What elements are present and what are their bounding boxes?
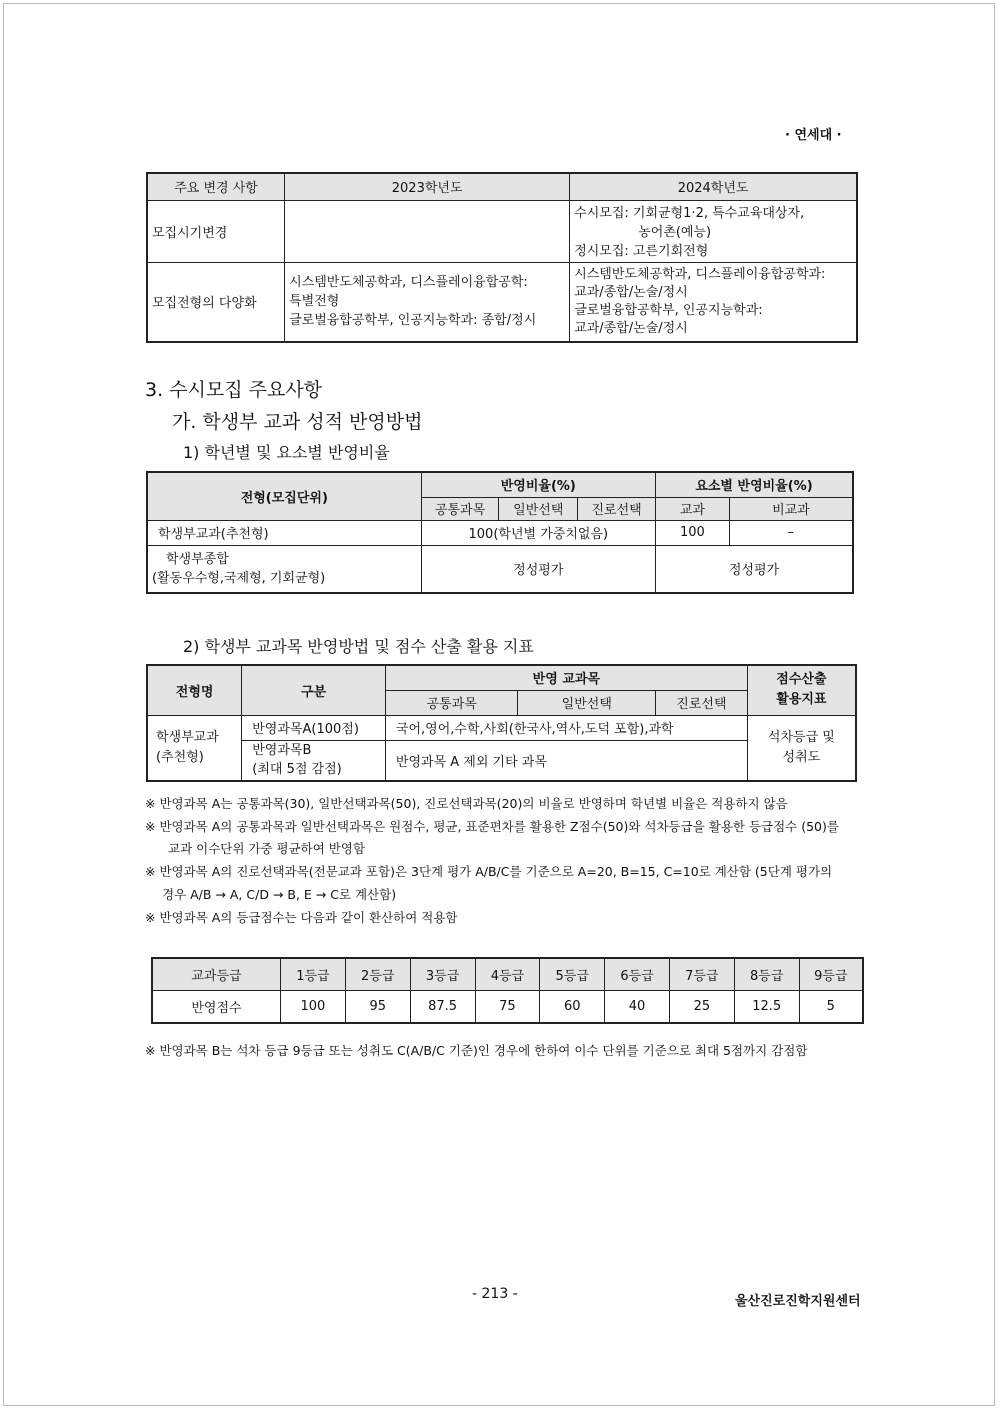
cell-line: 점수산출 xyxy=(776,672,827,688)
grade-table xyxy=(151,957,864,1024)
subject-row-a-subjects: 국어,영어,수학,사회(한국사,역사,도덕 포함),과학 xyxy=(385,715,747,740)
changes-cell-2023 xyxy=(285,200,570,262)
grade-score-cell: 75 xyxy=(475,990,540,1023)
sub-1-title: 1) 학년별 및 요소별 반영비율 xyxy=(183,443,390,462)
ratio-row-ratio: 정성평가 xyxy=(421,545,655,593)
grade-header-cell: 2등급 xyxy=(345,958,410,990)
ratio-header-ratio: 반영비율(%) xyxy=(421,472,655,497)
cell-line: 학생부교과 xyxy=(156,729,219,745)
page-number: - 213 - xyxy=(472,1286,518,1302)
subject-header-reflect: 반영 교과목 xyxy=(385,665,747,690)
subject-header-common: 공통과목 xyxy=(385,690,518,715)
ratio-header-type: 전형(모집단위) xyxy=(147,472,421,520)
ratio-header-general: 일반선택 xyxy=(499,497,578,520)
ratio-row-nonsubject: – xyxy=(729,520,853,545)
cell-line: 학생부종합 xyxy=(166,551,229,567)
note-line: ※ 반영과목 A는 공통과목(30), 일반선택과목(50), 진로선택과목(20)의 비율로 반영하며 학년별 비율은 적용하지 않음 xyxy=(145,796,788,811)
ratio-table xyxy=(146,471,854,594)
cell-line: 글로벌융합공학부, 인공지능학과: xyxy=(574,302,763,318)
grade-score-cell: 95 xyxy=(345,990,410,1023)
ratio-row-type: 학생부교과(추천형) xyxy=(147,520,421,545)
ratio-header-nonsubject: 비교과 xyxy=(729,497,853,520)
cell-line: 글로벌융합공학부, 인공지능학과: 종합/정시 xyxy=(289,313,537,329)
ratio-header-element: 요소별 반영비율(%) xyxy=(655,472,853,497)
grade-score-cell: 87.5 xyxy=(410,990,475,1023)
note-line: 경우 A/B → A, C/D → B, E → C로 계산함) xyxy=(162,887,397,902)
grade-header-cell: 7등급 xyxy=(669,958,734,990)
changes-row-label: 모집전형의 다양화 xyxy=(147,262,285,342)
cell-line: 석차등급 및 xyxy=(767,729,835,745)
cell-line: (추천형) xyxy=(156,749,204,765)
ratio-header-common: 공통과목 xyxy=(421,497,499,520)
subject-table xyxy=(146,664,857,782)
cell-line: (활동우수형,국제형, 기회균형) xyxy=(152,570,326,586)
header-school: · 연세대 · xyxy=(785,128,842,143)
cell-line: 농어촌(예능) xyxy=(638,224,712,240)
changes-row-label: 모집시기변경 xyxy=(147,200,285,262)
subject-row-b-label xyxy=(242,740,386,781)
subject-row-index xyxy=(747,715,856,781)
sub-2-title: 2) 학생부 교과목 반영방법 및 점수 산출 활용 지표 xyxy=(183,637,534,656)
grade-row-label: 반영점수 xyxy=(152,990,281,1023)
grade-score-cell: 12.5 xyxy=(734,990,799,1023)
changes-cell-2023 xyxy=(285,262,570,342)
subject-header-general: 일반선택 xyxy=(518,690,656,715)
note-line: ※ 반영과목 A의 진로선택과목(전문교과 포함)은 3단계 평가 A/B/C를 기준으로 A=20, B=15, C=10로 계산함 (5단계 평가의 xyxy=(145,864,833,879)
cell-line: 성취도 xyxy=(782,749,821,765)
ratio-row-element: 정성평가 xyxy=(655,545,853,593)
cell-line: 정시모집: 고른기회전형 xyxy=(574,243,709,259)
subject-header-division: 구분 xyxy=(242,665,386,715)
grade-header-cell: 8등급 xyxy=(734,958,799,990)
cell-line: 시스템반도체공학과, 디스플레이융합공학: xyxy=(289,275,528,291)
subject-header-career: 진로선택 xyxy=(656,690,748,715)
ratio-row-ratio: 100(학년별 가중치없음) xyxy=(421,520,655,545)
section-3-title: 3. 수시모집 주요사항 xyxy=(145,379,323,401)
footer-center-name: 울산진로진학지원센터 xyxy=(735,1294,861,1309)
changes-table xyxy=(146,172,858,343)
note-line: ※ 반영과목 A의 등급점수는 다음과 같이 환산하여 적용함 xyxy=(145,910,458,925)
grade-header-cell: 5등급 xyxy=(540,958,605,990)
subject-header-name: 전형명 xyxy=(147,665,242,715)
cell-line: 특별전형 xyxy=(289,294,340,310)
changes-header-item: 주요 변경 사항 xyxy=(147,173,285,200)
cell-line: 교과/종합/논술/정시 xyxy=(574,320,688,336)
note-line: ※ 반영과목 A의 공통과목과 일반선택과목은 원점수, 평균, 표준편차를 활용한 Z점수(50)와 석차등급을 활용한 등급점수 (50)를 xyxy=(145,819,839,834)
cell-line: 시스템반도체공학과, 디스플레이융합공학과: xyxy=(574,266,826,282)
subject-header-index xyxy=(747,665,856,715)
changes-header-2023: 2023학년도 xyxy=(285,173,570,200)
grade-score-cell: 25 xyxy=(669,990,734,1023)
ratio-header-career: 진로선택 xyxy=(578,497,656,520)
grade-header-cell: 9등급 xyxy=(799,958,863,990)
grade-header-cell: 4등급 xyxy=(475,958,540,990)
grade-header-label: 교과등급 xyxy=(152,958,281,990)
changes-cell-2024 xyxy=(570,200,857,262)
grade-header-cell: 6등급 xyxy=(605,958,670,990)
cell-line: 활용지표 xyxy=(776,692,827,708)
changes-header-2024: 2024학년도 xyxy=(570,173,857,200)
changes-cell-2024 xyxy=(570,262,857,342)
section-ga-title: 가. 학생부 교과 성적 반영방법 xyxy=(172,411,423,433)
ratio-header-subject: 교과 xyxy=(655,497,729,520)
cell-line: 교과/종합/논술/정시 xyxy=(574,284,688,300)
note-line: 교과 이수단위 가중 평균하여 반영함 xyxy=(168,841,366,856)
cell-line: 수시모집: 기회균형1·2, 특수교육대상자, xyxy=(574,205,805,221)
grade-header-cell: 1등급 xyxy=(281,958,346,990)
subject-row-a-label: 반영과목A(100점) xyxy=(242,715,386,740)
grade-header-cell: 3등급 xyxy=(410,958,475,990)
grade-score-cell: 40 xyxy=(605,990,670,1023)
ratio-row-subject: 100 xyxy=(655,520,729,545)
subject-row-name xyxy=(147,715,242,781)
cell-line: 반영과목B xyxy=(252,743,312,759)
ratio-row-type xyxy=(147,545,421,593)
cell-line: (최대 5점 감점) xyxy=(252,762,342,778)
grade-score-cell: 5 xyxy=(799,990,863,1023)
note-b: ※ 반영과목 B는 석차 등급 9등급 또는 성취도 C(A/B/C 기준)인 경우에 한하여 이수 단위를 기준으로 최대 5점까지 감점함 xyxy=(145,1043,808,1058)
subject-row-b-subjects: 반영과목 A 제외 기타 과목 xyxy=(385,740,747,781)
grade-score-cell: 60 xyxy=(540,990,605,1023)
grade-score-cell: 100 xyxy=(281,990,346,1023)
